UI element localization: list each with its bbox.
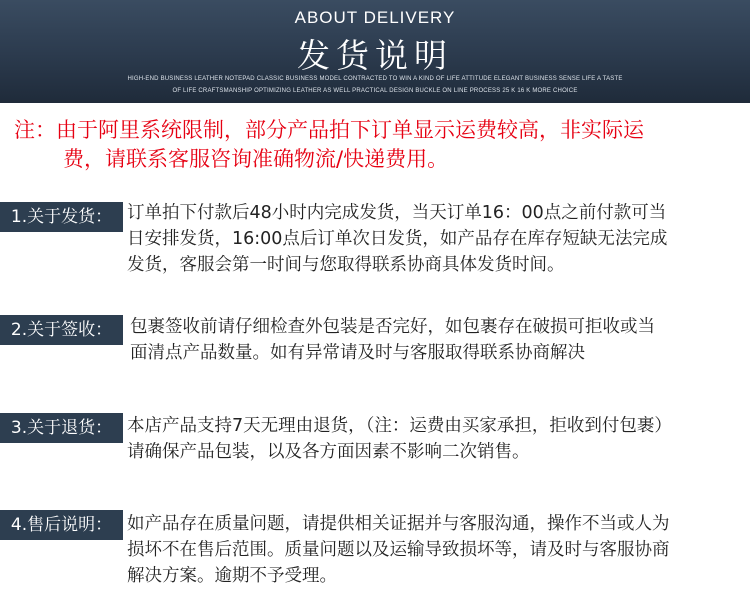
section-label-after-sales: 4.售后说明：: [0, 510, 123, 540]
text-line: 解决方案。逾期不予受理。: [127, 566, 337, 586]
banner-title: ABOUT DELIVERY: [294, 8, 456, 27]
banner-tagline-1: HIGH-END BUSINESS LEATHER NOTEPAD CLASSIC BUSINESS MODEL CONTRACTED TO WIN A KIND OF LIFE ATTITUDE ELEGANT BUSINESS SENSE LIFE A TASTE: [127, 76, 623, 82]
text-line: 请确保产品包装，以及各方面因素不影响二次销售。: [127, 442, 530, 462]
text-line: 如产品存在质量问题，请提供相关证据并与客服沟通，操作不当或人为: [127, 514, 670, 534]
text-line: 订单拍下付款后48小时内完成发货，当天订单16：00点之前付款可当: [127, 203, 667, 223]
section-text-returns: [127, 413, 747, 465]
text-line: 损坏不在售后范围。质量问题以及运输导致损坏等，请及时与客服协商: [127, 540, 670, 560]
freight-notice: [14, 116, 742, 174]
section-text-shipping: [127, 200, 747, 278]
text-line: 日安排发货，16:00点后订单次日发货，如产品存在库存短缺无法完成: [127, 229, 668, 249]
text-line: 面清点产品数量。如有异常请及时与客服取得联系协商解决: [130, 343, 585, 363]
section-label-returns: 3.关于退货：: [0, 413, 123, 443]
text-line: 包裹签收前请仔细检查外包装是否完好，如包裹存在破损可拒收或当: [130, 317, 655, 337]
section-text-after-sales: [127, 511, 747, 589]
notice-line-2: 费，请联系客服咨询准确物流/快递费用。: [63, 147, 449, 171]
notice-line-1: 注：由于阿里系统限制，部分产品拍下订单显示运费较高，非实际运: [14, 118, 644, 142]
text-line: 本店产品支持7天无理由退货，（注：运费由买家承担，拒收到付包裹）: [127, 416, 672, 436]
banner-tagline-2: OF LIFE CRAFTSMANSHIP OPTIMIZING LEATHER AS WELL PRACTICAL DESIGN BUCKLE ON LINE PROCESS 25 K 16 K MORE CHOICE: [172, 88, 578, 94]
section-label-shipping: 1.关于发货：: [0, 202, 123, 232]
section-text-receipt: [130, 314, 750, 366]
banner-subtitle: 发货说明: [297, 36, 453, 75]
section-label-receipt: 2.关于签收：: [0, 315, 123, 345]
text-line: 发货，客服会第一时间与您取得联系协商具体发货时间。: [127, 255, 565, 275]
header-banner: [0, 0, 750, 103]
